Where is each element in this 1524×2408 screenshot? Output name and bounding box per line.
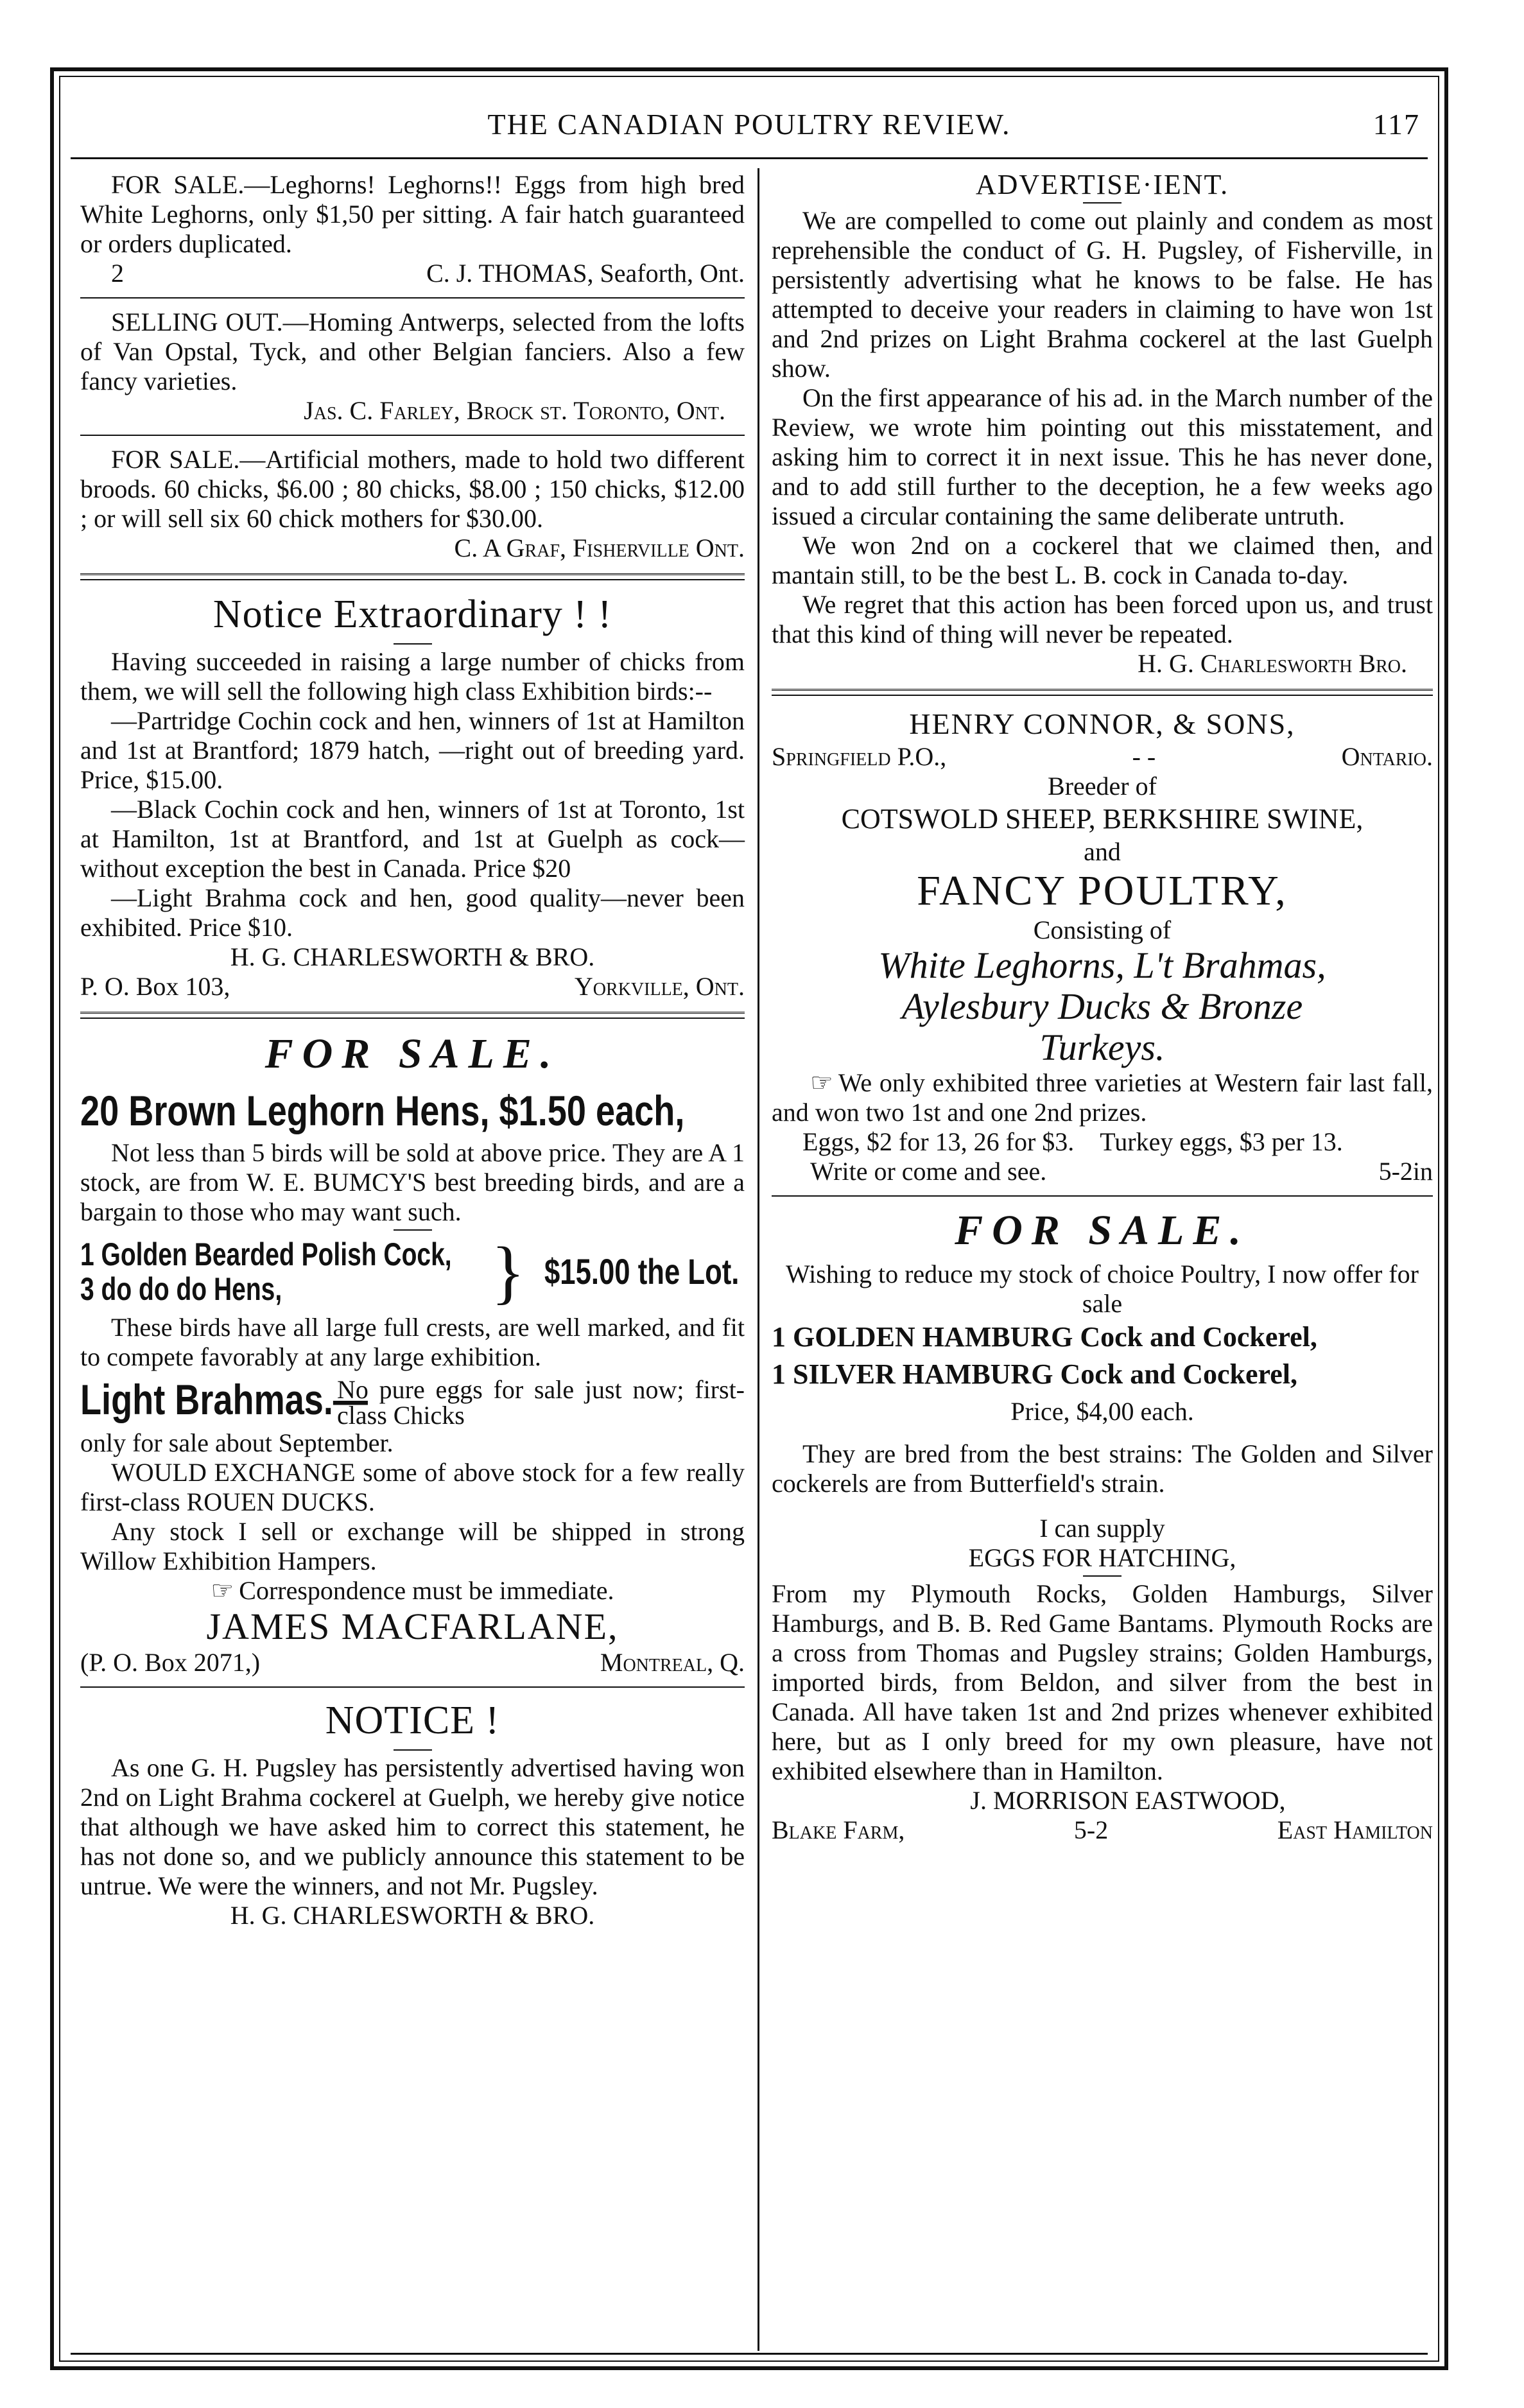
polish-offer (80, 1233, 745, 1311)
polish-line-1: 1 Golden Bearded Polish Cock, (80, 1236, 452, 1272)
breed-line: White Leghorns, L't Brahmas, (878, 944, 1326, 986)
correspondence-line: ☞ Correspondence must be immediate. (211, 1576, 614, 1605)
column-divider (758, 168, 759, 2351)
and-word: and (1084, 837, 1121, 866)
pointing-hand-icon: ☞ (211, 1576, 234, 1605)
ad-farley (80, 307, 745, 426)
forsale-heading: FOR SALE. (264, 1030, 560, 1077)
brace: } (491, 1233, 525, 1311)
double-divider (772, 689, 1433, 696)
ad-text: SELLING OUT.—Homing Antwerps, selected from the lofts of Van Opstal, Tyck, and other Belgian fanciers. Also a few fancy varieties. (80, 307, 745, 395)
page-number: 117 (1372, 108, 1420, 141)
livestock-line: COTSWOLD SHEEP, BERKSHIRE SWINE, (841, 803, 1364, 835)
brown-leghorn-text: Not less than 5 birds will be sold at above price. They are A 1 stock, are from W. E. BUMCY'S best breeding birds, and are a bargain to those who may want such. (80, 1138, 745, 1226)
polish-line-2: 3 do do do Hens, (80, 1271, 282, 1307)
journal-title: THE CANADIAN POULTRY REVIEW. (487, 108, 1011, 141)
paragraph: We are compelled to come out plainly and condem as most reprehensible the conduct of G. H. Pugsley, of Fisherville, in persistently advertising what he knows to be false. He has attempted to deceive your readers in claiming to have won 1st and 2nd prizes on Light Brahma cockerel at the last Guelph show. (772, 206, 1433, 383)
ad-thomas (80, 170, 745, 288)
dash (394, 1229, 432, 1231)
province: Ontario. (1341, 742, 1433, 771)
dash (1083, 1575, 1121, 1577)
paragraph: On the first appearance of his ad. in the March number of the Review, we wrote him pointing out this misstatement, and asking him to correct it in next issue. This he has never done, and to add still further to the deception, he a few weeks ago issued a circular containing the same deliberate untruth. (772, 383, 1433, 530)
notice-item: —Partridge Cochin cock and hen, winners of 1st at Hamilton and 1st at Brantford; 1879 hatch, —right out of breeding yard. Price, $15.00. (80, 706, 745, 794)
po-box: P. O. Box 103, (80, 972, 230, 1001)
notice-heading: Notice Extraordinary ! ! (212, 593, 612, 636)
farm-name: Blake Farm, (772, 1815, 905, 1844)
breeder-of: Breeder of (1048, 772, 1157, 801)
dash (1083, 202, 1121, 204)
signature: H. G. Charlesworth Bro. (1138, 649, 1407, 678)
divider (772, 1195, 1433, 1197)
ad-macfarlane (80, 1029, 745, 1677)
town: Yorkville, Ont. (574, 972, 745, 1001)
paragraph: We regret that this action has been forced upon us, and trust that this kind of thing will never be repeated. (772, 590, 1433, 648)
paragraph: We won 2nd on a cockerel that we claimed then, and mantain still, to be the best L. B. cock in Canada to-day. (772, 531, 1433, 589)
eggs-text: From my Plymouth Rocks, Golden Hamburgs, Silver Hamburgs, and B. B. Red Game Bantams. Plymouth Rocks are a cross from Thomas and Pugsley strains; Golden Hamburgs, imported birds, from Beldon, and silver from the best in Canada. All have taken 1st and 2nd prizes whenever exhibited here, but as I only breed for my own pleasure, have not exhibited elsewhere than in Hamilton. (772, 1579, 1433, 1785)
light-brahma-heading: Light Brahmas.— (80, 1376, 368, 1423)
strains-text: They are bred from the best strains: The Golden and Silver cockerels are from Butterfield's strain. (772, 1439, 1433, 1498)
ad-graf (80, 445, 745, 563)
polish-text: These birds have all large full crests, are well marked, and fit to compete favorably at any large exhibition. (80, 1313, 745, 1371)
light-brahma-offer (80, 1377, 745, 1428)
dashes: - - (1132, 742, 1156, 771)
notice-signature: H. G. CHARLESWORTH & BRO. (230, 942, 595, 971)
breed-line: Aylesbury Ducks & Bronze (901, 985, 1303, 1027)
notice-pugsley (80, 1697, 745, 1930)
double-divider (80, 1012, 745, 1019)
town: Montreal, Q. (600, 1648, 745, 1677)
notice-heading: NOTICE ! (325, 1699, 500, 1742)
page-header (71, 106, 1428, 151)
exchange-text: WOULD EXCHANGE some of above stock for a few really first-class ROUEN DUCKS. (80, 1458, 745, 1516)
ad-signature: C. J. THOMAS, Seaforth, Ont. (426, 259, 745, 288)
brown-leghorn-headline: 20 Brown Leghorn Hens, $1.50 each, (80, 1087, 685, 1134)
exhibit-text: ☞ We only exhibited three varieties at Western fair last fall, and won two 1st and one 2nd prizes. (772, 1068, 1433, 1127)
header-rule (71, 157, 1428, 159)
ad-number: 2 (111, 259, 124, 288)
divider (80, 435, 745, 436)
ad-code: 5-2 (1073, 1815, 1109, 1844)
divider (80, 1686, 745, 1688)
intro-text: Wishing to reduce my stock of choice Poultry, I now offer for sale (786, 1260, 1419, 1318)
dash (394, 1749, 432, 1751)
ad-code: 5-2in (1378, 1157, 1433, 1186)
golden-hamburg-offer: 1 GOLDEN HAMBURG Cock and Cockerel, (772, 1321, 1317, 1353)
advertiser-name: JAMES MACFARLANE, (206, 1606, 619, 1647)
breed-line: Turkeys. (1039, 1026, 1165, 1068)
advertisement-heading: ADVERTISE·IENT. (975, 169, 1229, 200)
right-column (772, 170, 1433, 1845)
notice-item: —Light Brahma cock and hen, good quality—never been exhibited. Price $10. (80, 883, 745, 942)
fancy-poultry: FANCY POULTRY, (917, 867, 1288, 914)
hampers-text: Any stock I sell or exchange will be shipped in strong Willow Exhibition Hampers. (80, 1517, 745, 1575)
dash (394, 643, 432, 645)
consisting-of: Consisting of (1033, 915, 1172, 944)
egg-prices: Eggs, $2 for 13, 26 for $3. Turkey eggs, $3 per 13. (802, 1127, 1343, 1156)
silver-hamburg-offer: 1 SILVER HAMBURG Cock and Cockerel, (772, 1358, 1297, 1390)
pointing-hand-icon: ☞ (810, 1068, 833, 1097)
notice-extraordinary (80, 591, 745, 1001)
footer-rule (71, 2353, 1428, 2355)
eggs-heading: EGGS FOR HATCHING, (968, 1543, 1236, 1572)
town: East Hamilton (1277, 1815, 1433, 1844)
advertisement-statement (772, 170, 1433, 679)
light-brahma-side: No pure eggs for sale just now; first-class Chicks (337, 1375, 745, 1430)
double-divider (80, 573, 745, 580)
polish-price: $15.00 the Lot. (544, 1251, 740, 1292)
company-name: HENRY CONNOR, & SONS, (909, 707, 1295, 740)
notice-item: —Black Cochin cock and hen, winners of 1st at Toronto, 1st at Hamilton, 1st at Brantford, and 1st at Guelph as cock—without exception the best in Canada. Price $20 (80, 795, 745, 883)
ad-text: FOR SALE.—Artificial mothers, made to hold two different broods. 60 chicks, $6.00 ; 80 chicks, $8.00 ; 150 chicks, $12.00 ; or will sell six 60 chick mothers for $30.00. (80, 445, 745, 533)
write-line: Write or come and see. (810, 1157, 1047, 1186)
ad-connor (772, 706, 1433, 1186)
ad-signature: C. A Graf, Fisherville Ont. (454, 533, 745, 562)
notice-text: As one G. H. Pugsley has persistently advertised having won 2nd on Light Brahma cockerel at Guelph, we hereby give notice that although we have asked him to correct this statement, he has not done so, and we publicly announce this statement to be untrue. We were the winners, and not Mr. Pugsley. (80, 1753, 745, 1900)
po-box: (P. O. Box 2071,) (80, 1648, 261, 1677)
supply-line: I can supply (1039, 1514, 1165, 1543)
light-brahma-text: only for sale about September. (80, 1428, 394, 1457)
advertiser-name: J. MORRISON EASTWOOD, (970, 1786, 1286, 1815)
notice-signature: H. G. CHARLESWORTH & BRO. (230, 1901, 595, 1930)
ad-eastwood (772, 1206, 1433, 1845)
notice-intro: Having succeeded in raising a large number of chicks from them, we will sell the following high class Exhibition birds:-- (80, 647, 745, 706)
forsale-heading: FOR SALE. (955, 1207, 1250, 1254)
price: Price, $4,00 each. (1010, 1397, 1194, 1426)
divider (80, 297, 745, 299)
ad-signature: Jas. C. Farley, Brock st. Toronto, Ont. (304, 396, 725, 425)
left-column (80, 170, 745, 1930)
ad-text: FOR SALE.—Leghorns! Leghorns!! Eggs from high bred White Leghorns, only $1,50 per sitting. A fair hatch guaranteed or orders duplicated. (80, 170, 745, 258)
post-office: Springfield P.O., (772, 742, 947, 771)
